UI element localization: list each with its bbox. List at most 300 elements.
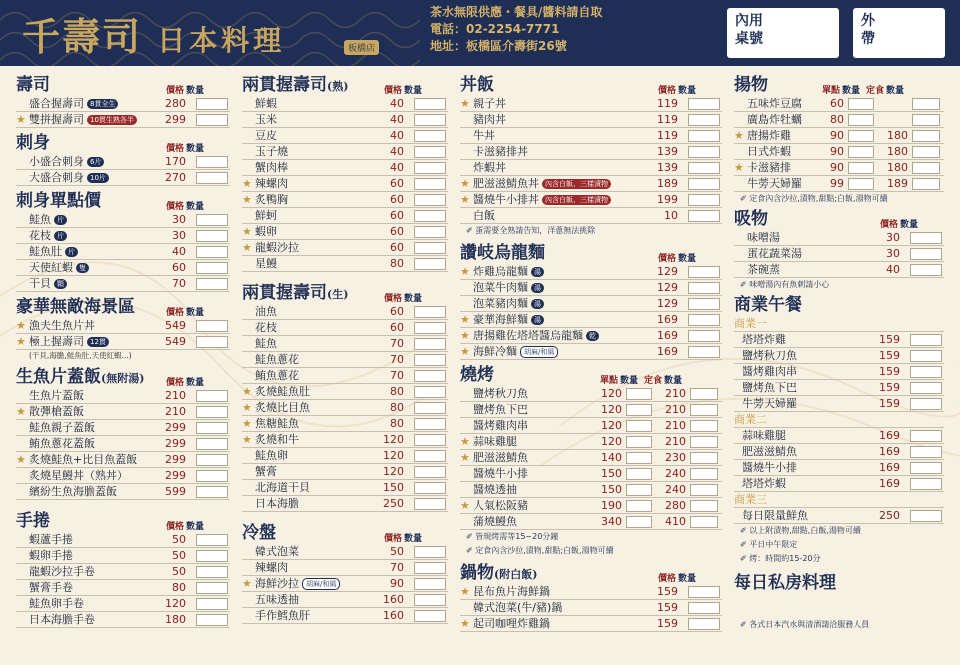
item-name [255, 608, 310, 624]
section-title-hotpot [460, 562, 722, 584]
single-label: 單點 [600, 376, 619, 386]
qty-box[interactable] [910, 264, 942, 276]
menu-item-row [460, 112, 722, 128]
menu-item-row [460, 434, 722, 450]
qty-box[interactable] [414, 386, 446, 398]
dine-in-box[interactable] [727, 8, 839, 58]
qty-box[interactable] [848, 130, 874, 142]
qty-box[interactable] [910, 248, 942, 260]
item-name-text: 豪華海鮮麵 [473, 313, 528, 326]
qty-box[interactable] [196, 438, 228, 450]
qty-box[interactable] [414, 258, 446, 270]
item-name [473, 344, 558, 360]
qty-box[interactable] [414, 162, 446, 174]
item-name [255, 96, 277, 112]
item-set-price: 410 [665, 515, 686, 528]
qty-box[interactable] [196, 486, 228, 498]
item-price: 160 [383, 609, 404, 622]
menu-item-row [734, 262, 944, 278]
qty-label: 數量 [620, 376, 639, 386]
section-title-text: 生魚片蓋飯 [16, 367, 101, 387]
item-name-text: 泡菜豬肉麵 [473, 297, 528, 310]
menu-item-row [242, 128, 448, 144]
qty-box[interactable] [196, 230, 228, 242]
qty-box[interactable] [690, 420, 718, 432]
star-icon: ★ [460, 329, 470, 342]
qty-box[interactable] [196, 566, 228, 578]
menu-item-row [460, 280, 722, 296]
qty-box[interactable] [690, 500, 718, 512]
qty-box[interactable] [910, 510, 942, 522]
item-price: 129 [657, 297, 678, 310]
item-tag-badge: 10貫生熟各半 [87, 115, 137, 125]
note-icon: ✐ [466, 532, 476, 541]
item-name [473, 482, 517, 498]
item-name [255, 128, 277, 144]
qty-box[interactable] [690, 452, 718, 464]
qty-box[interactable] [688, 282, 720, 294]
item-price: 549 [165, 319, 186, 332]
item-price: 180 [165, 613, 186, 626]
item-name [255, 352, 299, 368]
menu-item-row [16, 388, 230, 404]
item-price: 599 [165, 485, 186, 498]
item-price: 169 [657, 345, 678, 358]
item-tag-badge: 乾 [586, 331, 599, 341]
qty-box[interactable] [848, 146, 874, 158]
item-price: 120 [383, 449, 404, 462]
set-label: 定食 [644, 376, 663, 386]
qty-box[interactable] [414, 482, 446, 494]
section-title-drinks [734, 208, 944, 230]
qty-box[interactable] [910, 366, 942, 378]
note-content: 平日中午限定 [749, 540, 798, 549]
menu-item-row [460, 514, 722, 530]
section-title-text: 燒烤 [460, 365, 494, 385]
note-icon: ✐ [740, 526, 750, 535]
qty-box[interactable] [848, 114, 874, 126]
item-name [255, 112, 277, 128]
item-name [747, 230, 780, 246]
item-name [255, 256, 277, 272]
star-icon: ★ [242, 225, 252, 238]
star-icon: ★ [242, 401, 252, 414]
section-title-fried [734, 74, 944, 96]
qty-box[interactable] [414, 210, 446, 222]
spacer [734, 594, 944, 618]
item-single-price: 190 [601, 499, 622, 512]
qty-box[interactable] [414, 178, 446, 190]
item-name-text: 北海道干貝 [255, 481, 310, 494]
item-name [255, 208, 277, 224]
qty-box[interactable] [414, 498, 446, 510]
qty-box[interactable] [626, 436, 652, 448]
item-name-text: 辣螺肉 [255, 177, 288, 190]
qty-box[interactable] [196, 320, 228, 332]
item-name-text: 蒲燒鰻魚 [473, 515, 517, 528]
item-price: 60 [390, 209, 404, 222]
item-name [29, 404, 84, 420]
menu-item-row [242, 592, 448, 608]
item-single-price: 99 [830, 177, 844, 190]
item-tag-badge: 12貫 [87, 337, 109, 347]
item-name [255, 576, 340, 592]
qty-box[interactable] [910, 478, 942, 490]
qty-box[interactable] [688, 602, 720, 614]
item-name-text: 唐揚炸雞 [747, 129, 791, 142]
qty-box[interactable] [688, 586, 720, 598]
qty-box[interactable] [196, 390, 228, 402]
qty-box[interactable] [688, 346, 720, 358]
qty-box[interactable] [626, 452, 652, 464]
menu-item-row [734, 332, 944, 348]
item-name [29, 388, 84, 404]
qty-box[interactable] [912, 114, 940, 126]
qty-box[interactable] [690, 468, 718, 480]
grill-note-2 [460, 544, 722, 558]
item-name-text: 鮭魚蔥花 [255, 353, 299, 366]
qty-box[interactable] [196, 582, 228, 594]
qty-box[interactable] [196, 278, 228, 290]
qty-box[interactable] [414, 466, 446, 478]
qty-box[interactable] [414, 450, 446, 462]
section-title-text: 壽司 [16, 75, 50, 95]
item-name-text: 鮭魚 [29, 213, 51, 226]
item-single-price: 120 [601, 419, 622, 432]
item-name [473, 328, 599, 344]
item-price: 159 [879, 381, 900, 394]
takeout-box[interactable] [853, 8, 945, 58]
qty-box[interactable] [414, 546, 446, 558]
qty-box[interactable] [414, 338, 446, 350]
qty-box[interactable] [912, 98, 940, 110]
menu-item-row [242, 192, 448, 208]
menu-item-row [460, 96, 722, 112]
star-icon: ★ [460, 177, 470, 190]
item-name-text: 白飯 [473, 209, 495, 222]
item-name-text: 鹽烤魚下巴 [473, 403, 528, 416]
qty-box[interactable] [690, 404, 718, 416]
qty-box[interactable] [688, 114, 720, 126]
menu-item-row [460, 616, 722, 632]
item-set-price: 210 [665, 403, 686, 416]
note-content: 各式日本汽水與清酒請洽服務人員 [749, 620, 870, 629]
item-name-text: 盛合握壽司 [29, 97, 84, 110]
item-name [747, 128, 791, 144]
qty-box[interactable] [626, 484, 652, 496]
item-name [255, 480, 310, 496]
item-name-text: 玉米 [255, 113, 277, 126]
qty-box[interactable] [688, 330, 720, 342]
item-name-text: 手作鱈魚肝 [255, 609, 310, 622]
qty-box[interactable] [196, 598, 228, 610]
note-icon: ✐ [740, 620, 750, 629]
qty-box[interactable] [688, 98, 720, 110]
item-name [473, 450, 528, 466]
item-name [255, 544, 299, 560]
note-content: 烤：時間約15-20分 [749, 554, 821, 563]
item-name-text: 卡滋豬排丼 [473, 145, 528, 158]
qty-box[interactable] [196, 614, 228, 626]
qty-label: 數量 [186, 522, 205, 532]
qty-box[interactable] [414, 578, 446, 590]
qty-box[interactable] [688, 314, 720, 326]
qty-box[interactable] [414, 610, 446, 622]
menu-item-row [460, 600, 722, 616]
menu-item-row [242, 96, 448, 112]
qty-box[interactable] [414, 306, 446, 318]
menu-item-row [242, 176, 448, 192]
section-title-cold [242, 522, 448, 544]
item-name-text: 鮪魚蔥花蓋飯 [29, 437, 95, 450]
item-name [255, 464, 277, 480]
item-price: 150 [383, 481, 404, 494]
menu-item-row [242, 160, 448, 176]
item-name-text: 海鮮冷麵 [473, 345, 517, 358]
qty-box[interactable] [414, 434, 446, 446]
qty-label: 數量 [186, 202, 205, 212]
item-name [255, 448, 288, 464]
note-content: 味噌湯內有魚刺請小心 [749, 280, 830, 289]
qty-box[interactable] [688, 146, 720, 158]
qty-box[interactable] [414, 114, 446, 126]
qty-box[interactable] [688, 618, 720, 630]
item-name [473, 144, 528, 160]
qty-box[interactable] [196, 156, 228, 168]
qty-box[interactable] [912, 178, 940, 190]
qty-box[interactable] [414, 370, 446, 382]
item-name [473, 434, 517, 450]
item-name [29, 170, 109, 186]
item-name [473, 264, 544, 280]
item-price: 299 [165, 113, 186, 126]
item-name-text: 廣島炸牡蠣 [747, 113, 802, 126]
item-price: 50 [172, 533, 186, 546]
item-name [255, 368, 299, 384]
menu-item-row [16, 580, 230, 596]
item-name: 醬烤雞肉串 [742, 365, 797, 378]
star-icon: ★ [460, 97, 470, 110]
item-single-price: 90 [830, 145, 844, 158]
item-name-text: 龍蝦沙拉手卷 [29, 565, 95, 578]
qty-box[interactable] [848, 162, 874, 174]
section-title-text: 兩貫握壽司 [242, 283, 327, 303]
qty-box[interactable] [196, 534, 228, 546]
item-name [473, 312, 544, 328]
item-name-text: 豆皮 [255, 129, 277, 142]
item-price: 159 [657, 601, 678, 614]
section-title-text: 讚岐烏龍麵 [460, 243, 545, 263]
qty-box[interactable] [910, 334, 942, 346]
note-icon: ✐ [466, 226, 476, 235]
item-single-price: 150 [601, 467, 622, 480]
menu-item-row [734, 508, 944, 524]
qty-box[interactable] [688, 162, 720, 174]
qty-box[interactable] [690, 388, 718, 400]
qty-box[interactable] [414, 146, 446, 158]
item-set-price: 240 [665, 467, 686, 480]
menu-item-row [460, 386, 722, 402]
qty-box[interactable] [910, 462, 942, 474]
item-tag-badge: 內含白飯、三樣漬物 [542, 179, 611, 189]
qty-box[interactable] [626, 420, 652, 432]
qty-box[interactable] [414, 354, 446, 366]
qty-box[interactable] [912, 146, 940, 158]
price-label: 價格 [166, 522, 185, 532]
qty-box[interactable] [414, 98, 446, 110]
item-name [255, 592, 299, 608]
menu-item-row [734, 428, 944, 444]
price-label: 價格 [658, 254, 677, 264]
star-icon: ★ [16, 405, 26, 418]
qty-box[interactable] [690, 516, 718, 528]
item-name-text: 鮭魚親子蓋飯 [29, 421, 95, 434]
qty-box[interactable] [688, 210, 720, 222]
qty-box[interactable] [688, 298, 720, 310]
info-line-3: 地址：板橋區介壽街26號 [430, 39, 567, 53]
shop-name-sub: 日本料理 [157, 24, 286, 57]
item-price: 60 [390, 193, 404, 206]
menu-item-row [460, 176, 722, 192]
takeout-label-2: 帶 [861, 31, 875, 47]
qty-box[interactable] [196, 246, 228, 258]
qty-box[interactable] [690, 484, 718, 496]
item-name-text: 醬燒牛小排丼 [473, 193, 539, 206]
qty-box[interactable] [414, 562, 446, 574]
qty-box[interactable] [414, 402, 446, 414]
item-price: 60 [390, 241, 404, 254]
menu-item-row [734, 144, 944, 160]
qty-box[interactable] [196, 114, 228, 126]
item-price: 50 [172, 549, 186, 562]
note-icon: ✐ [466, 546, 476, 555]
qty-box[interactable] [910, 446, 942, 458]
item-name-text: 昆布魚片海鮮鍋 [473, 585, 550, 598]
menu-item-row [734, 112, 944, 128]
qty-box[interactable] [196, 422, 228, 434]
item-name-text: 干貝 [29, 277, 51, 290]
item-name-text: 鮭魚 [255, 337, 277, 350]
item-name-text: 漁夫生魚片丼 [29, 319, 95, 332]
item-tag-badge: 顆 [54, 279, 67, 289]
menu-item-row [734, 476, 944, 492]
qty-box[interactable] [688, 194, 720, 206]
menu-item-row [16, 612, 230, 628]
item-tag-badge: 片 [54, 215, 67, 225]
drinks-note [734, 278, 944, 292]
qty-box[interactable] [196, 262, 228, 274]
item-price: 30 [886, 231, 900, 244]
qty-box[interactable] [196, 214, 228, 226]
star-icon: ★ [460, 617, 470, 630]
item-name [255, 304, 277, 320]
qty-box[interactable] [910, 398, 942, 410]
item-name [29, 244, 78, 260]
item-name-text: 蛋花蔬菜湯 [747, 247, 802, 260]
qty-box[interactable] [626, 516, 652, 528]
price-label: 價格 [880, 220, 899, 230]
qty-box[interactable] [414, 418, 446, 430]
qty-box[interactable] [848, 178, 874, 190]
menu-item-row [460, 482, 722, 498]
qty-box[interactable] [626, 468, 652, 480]
item-price: 40 [886, 263, 900, 276]
menu-item-row [242, 304, 448, 320]
spacer [16, 500, 230, 510]
qty-box[interactable] [688, 130, 720, 142]
qty-box[interactable] [196, 172, 228, 184]
qty-box[interactable] [196, 406, 228, 418]
lunch-note-2 [734, 538, 944, 552]
qty-box[interactable] [196, 550, 228, 562]
menu-item-row [242, 576, 448, 592]
item-name-text: 日本海膽 [255, 497, 299, 510]
qty-box[interactable] [414, 226, 446, 238]
qty-box[interactable] [910, 382, 942, 394]
menu-item-row [242, 208, 448, 224]
qty-box[interactable] [912, 130, 940, 142]
item-price: 80 [390, 385, 404, 398]
item-name [747, 144, 791, 160]
section-title-text: 刺身 [16, 133, 50, 153]
section-title-handroll [16, 510, 230, 532]
menu-item-row [242, 224, 448, 240]
note-content: 皆現烤需等15~20分鐘 [475, 532, 559, 541]
item-price: 60 [390, 321, 404, 334]
menu-item-row [460, 402, 722, 418]
price-label: 價格 [166, 202, 185, 212]
qty-box[interactable] [910, 350, 942, 362]
note-content: 以上附漬物,甜點,白飯,湯物可續 [749, 526, 861, 535]
qty-box[interactable] [414, 242, 446, 254]
item-name-text: 韓式泡菜 [255, 545, 299, 558]
menu-item-row [242, 496, 448, 512]
qty-box[interactable] [414, 130, 446, 142]
qty-box[interactable] [912, 162, 940, 174]
item-name-text: 蟹膏 [255, 465, 277, 478]
item-name-text: 泡菜牛肉麵 [473, 281, 528, 294]
item-name-text: 雙拼握壽司 [29, 113, 84, 126]
menu-item-row [16, 318, 230, 334]
item-set-price: 230 [665, 451, 686, 464]
qty-box[interactable] [688, 266, 720, 278]
menu-item-row [460, 498, 722, 514]
qty-box[interactable] [688, 178, 720, 190]
note-icon: ✐ [740, 194, 750, 203]
item-price: 120 [165, 597, 186, 610]
qty-box[interactable] [196, 336, 228, 348]
dine-in-label: 內用 [735, 13, 763, 29]
qty-box[interactable] [626, 404, 652, 416]
section-title-sashimi_single [16, 190, 230, 212]
menu-item-row [734, 246, 944, 262]
qty-box[interactable] [196, 98, 228, 110]
qty-box[interactable] [196, 454, 228, 466]
qty-box[interactable] [414, 594, 446, 606]
qty-box[interactable] [848, 98, 874, 110]
qty-box[interactable] [414, 322, 446, 334]
qty-box[interactable] [414, 194, 446, 206]
item-price: 60 [390, 225, 404, 238]
qty-box[interactable] [626, 500, 652, 512]
section-title-small: (熟) [327, 80, 349, 93]
qty-box[interactable] [690, 436, 718, 448]
qty-box[interactable] [626, 388, 652, 400]
qty-box[interactable] [910, 232, 942, 244]
qty-label: 數量 [900, 220, 919, 230]
qty-box[interactable] [910, 430, 942, 442]
qty-box[interactable] [196, 470, 228, 482]
